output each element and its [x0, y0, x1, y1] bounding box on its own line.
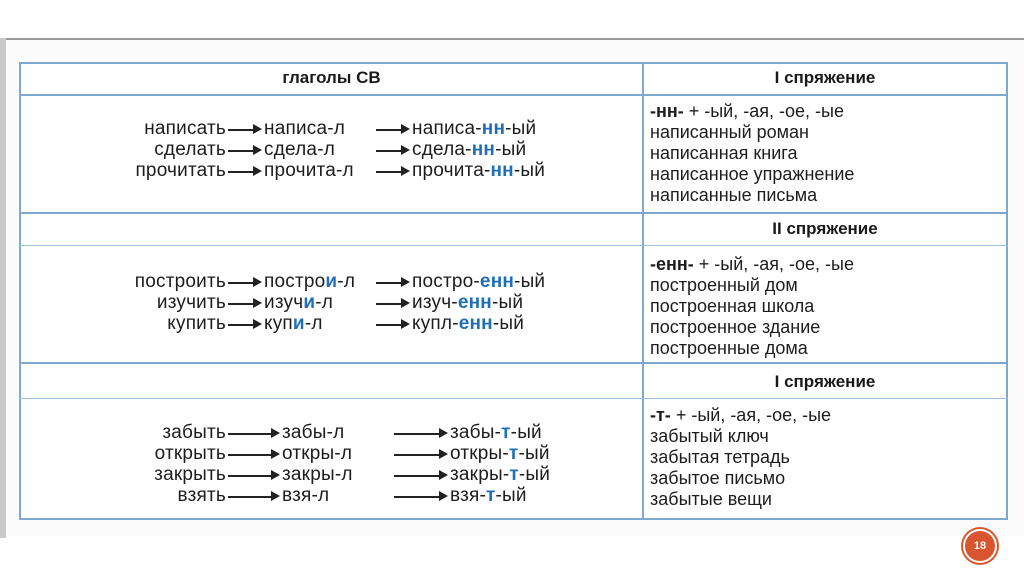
rule-suffix: -енн-: [650, 254, 694, 274]
section-divider-1: [19, 212, 1008, 214]
verb-row: [94, 292, 523, 314]
example: построенная школа: [650, 296, 815, 316]
participle-suffix: нн: [490, 160, 514, 181]
arrow-icon: [392, 464, 450, 486]
participle-ending: -ый: [491, 292, 524, 313]
participle-suffix: т: [508, 443, 519, 464]
past-stem: взя-л: [282, 485, 330, 506]
arrow-icon: [374, 118, 412, 140]
example: построенное здание: [650, 317, 821, 337]
arrow-icon: [374, 271, 412, 293]
rule-endings: + -ый, -ая, -ое, -ые: [693, 254, 854, 274]
arrow-icon: [226, 160, 264, 182]
past-form: [282, 464, 392, 486]
participle-ending: -ый: [518, 443, 550, 464]
rule-line: [650, 405, 831, 426]
header-conjugation-2: II спряжение: [772, 219, 878, 238]
header-divider: [19, 94, 1008, 96]
page-number-badge: 18: [963, 529, 997, 563]
infinitive: сделать: [154, 139, 226, 160]
arrow-icon: [374, 139, 412, 161]
example: написанные письма: [650, 185, 818, 205]
participle-ending: -ый: [513, 160, 546, 181]
participle-stem: изуч-: [412, 292, 458, 313]
subheader-divider-2: [19, 245, 1008, 246]
past-form: [282, 485, 392, 507]
arrow-icon: [226, 271, 264, 293]
verb-row: [94, 139, 526, 161]
arrow-icon: [374, 313, 412, 335]
verb-row: [94, 271, 545, 293]
participle-stem: забы-: [450, 422, 502, 443]
past-stem: закры-л: [282, 464, 353, 485]
rule-endings: + -ый, -ая, -ое, -ые: [670, 405, 832, 425]
participle-suffix: нн: [481, 118, 506, 139]
past-stem: изуч: [264, 292, 304, 313]
infinitive: написать: [144, 118, 226, 139]
example: забытые вещи: [650, 489, 772, 509]
stem-vowel: и: [303, 292, 316, 313]
past-form: [282, 422, 392, 444]
verb-row: [94, 313, 524, 335]
participle-stem: откры-: [450, 443, 509, 464]
verb-row: [94, 422, 542, 444]
rule-suffix: -нн-: [650, 101, 684, 121]
infinitive: купить: [167, 313, 226, 334]
participle-ending: -ый: [510, 422, 542, 443]
participle-suffix: т: [501, 422, 511, 443]
participle-suffix: т: [509, 464, 519, 485]
past-form: [264, 313, 374, 335]
past-stem: куп: [264, 313, 293, 334]
past-form: [264, 139, 374, 161]
arrow-icon: [226, 422, 282, 444]
infinitive: прочитать: [135, 160, 226, 181]
past-stem: постро: [264, 271, 326, 292]
verb-row: [94, 464, 550, 486]
past-stem: забы-л: [282, 422, 345, 443]
example: написанная книга: [650, 143, 798, 163]
participle-ending: -ый: [492, 313, 525, 334]
example: написанный роман: [650, 122, 809, 142]
infinitive: забыть: [162, 422, 226, 443]
verb-row: [94, 485, 527, 507]
rule-endings: + -ый, -ая, -ое, -ые: [683, 101, 844, 121]
arrow-icon: [226, 118, 264, 140]
example: написанное упражнение: [650, 164, 855, 184]
past-form: [264, 292, 374, 314]
past-ending: -л: [317, 139, 336, 160]
participle-stem: купл-: [412, 313, 459, 334]
past-stem: прочита: [264, 160, 336, 181]
rule-line: [650, 254, 854, 275]
stem-vowel: и: [325, 271, 338, 292]
past-form: [264, 118, 374, 140]
participle-stem: сдела-: [412, 139, 472, 160]
past-form: [264, 271, 374, 293]
rule-suffix: -т-: [650, 405, 671, 425]
arrow-icon: [226, 292, 264, 314]
past-stem: откры-л: [282, 443, 353, 464]
past-stem: сдела: [264, 139, 318, 160]
infinitive: открыть: [154, 443, 226, 464]
header-conjugation-1: I спряжение: [774, 68, 876, 87]
example: забытое письмо: [650, 468, 786, 488]
infinitive: закрыть: [154, 464, 226, 485]
participle-ending: -ый: [495, 139, 527, 160]
subheader-divider-3: [19, 398, 1008, 399]
arrow-icon: [226, 485, 282, 507]
past-ending: -л: [315, 292, 334, 313]
participle-stem: постро-: [412, 271, 480, 292]
past-ending: -л: [335, 160, 354, 181]
arrow-icon: [392, 422, 450, 444]
section-divider-2: [19, 362, 1008, 364]
participle-suffix: енн: [457, 292, 492, 313]
header-verbs: глаголы СВ: [282, 68, 381, 87]
arrow-icon: [226, 443, 282, 465]
participle-ending: -ый: [514, 271, 546, 292]
header-conjugation-3: I спряжение: [774, 372, 876, 391]
past-ending: -л: [304, 313, 323, 334]
arrow-icon: [226, 464, 282, 486]
participle-stem: прочита-: [412, 160, 491, 181]
infinitive: изучить: [156, 292, 226, 313]
rule-block-1: [650, 101, 854, 206]
past-form: [264, 160, 374, 182]
verb-row: [94, 118, 536, 140]
participle-ending: -ый: [495, 485, 527, 506]
infinitive: построить: [134, 271, 226, 292]
participle-suffix: нн: [471, 139, 496, 160]
arrow-icon: [392, 443, 450, 465]
example: построенные дома: [650, 338, 808, 358]
rule-block-2: [650, 254, 854, 359]
past-ending: -л: [337, 271, 356, 292]
arrow-icon: [374, 292, 412, 314]
arrow-icon: [374, 160, 412, 182]
column-divider: [642, 62, 644, 520]
stem-vowel: и: [292, 313, 305, 334]
participle-stem: взя-: [450, 485, 487, 506]
example: построенный дом: [650, 275, 798, 295]
verb-row: [94, 160, 545, 182]
participle-stem: закры-: [450, 464, 510, 485]
participle-ending: -ый: [505, 118, 537, 139]
example: забытый ключ: [650, 426, 769, 446]
past-form: [282, 443, 392, 465]
participle-stem: написа-: [412, 118, 482, 139]
arrow-icon: [226, 139, 264, 161]
arrow-icon: [392, 485, 450, 507]
participle-suffix: енн: [479, 271, 515, 292]
participle-ending: -ый: [518, 464, 551, 485]
verb-row: [94, 443, 550, 465]
participle-suffix: т: [486, 485, 496, 506]
past-ending: -л: [327, 118, 346, 139]
past-stem: написа: [264, 118, 328, 139]
rule-line: [650, 101, 854, 122]
arrow-icon: [226, 313, 264, 335]
rule-block-3: [650, 405, 831, 510]
infinitive: взять: [177, 485, 226, 506]
participle-suffix: енн: [458, 313, 493, 334]
example: забытая тетрадь: [650, 447, 790, 467]
